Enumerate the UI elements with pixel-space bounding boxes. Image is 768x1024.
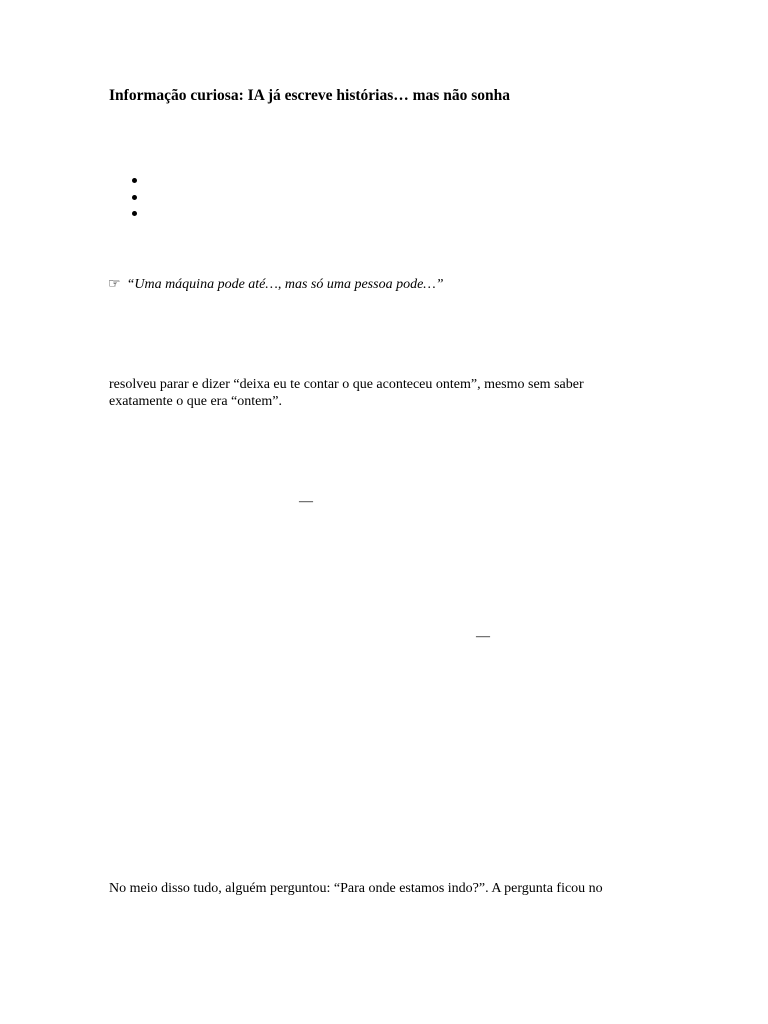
document-heading: Informação curiosa: IA já escreve histórias… mas não sonha [109, 87, 510, 104]
paragraph-line: exatamente o que era “ontem”. [109, 393, 282, 409]
em-dash: — [299, 494, 313, 509]
bullet-icon [132, 195, 137, 200]
empty-bullet-list [120, 172, 150, 222]
paragraph-line: No meio disso tudo, alguém perguntou: “Para onde estamos indo?”. A pergunta ficou no [109, 881, 603, 896]
paragraph [109, 881, 603, 898]
em-dash: — [476, 629, 490, 644]
list-item [120, 205, 150, 222]
list-item [120, 189, 150, 206]
pointing-hand-icon: ☞ [108, 276, 121, 292]
quote-text: “Uma máquina pode até…, mas só uma pessoa pode…” [126, 277, 444, 292]
quote-line [108, 275, 444, 294]
paragraph-line: resolveu parar e dizer “deixa eu te contar o que aconteceu ontem”, mesmo sem saber [109, 377, 584, 392]
bullet-icon [132, 211, 137, 216]
paragraph [109, 377, 584, 410]
bullet-icon [132, 178, 137, 183]
list-item [120, 172, 150, 189]
